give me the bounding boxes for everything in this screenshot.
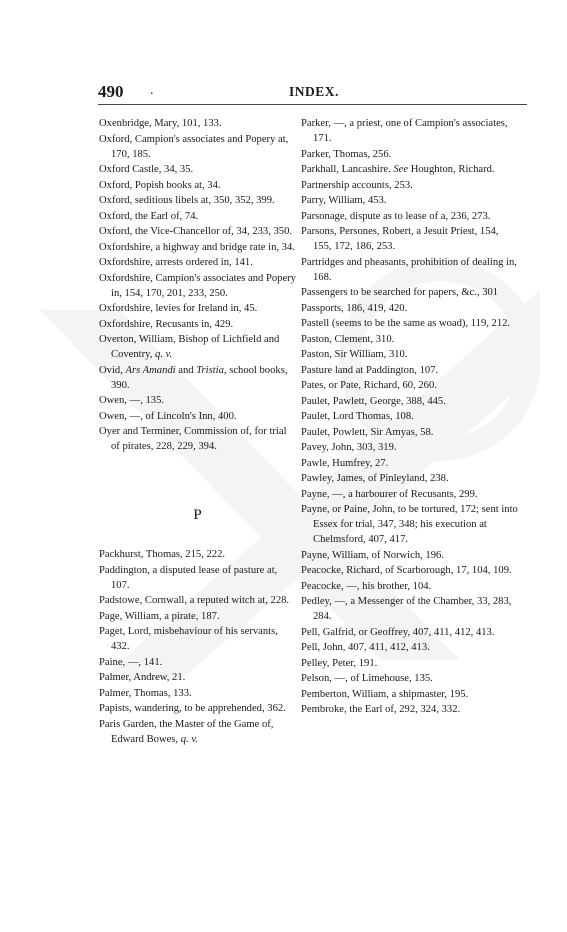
index-list-o <box>99 116 297 454</box>
index-entry: Pembroke, the Earl of, 292, 324, 332. <box>301 704 461 715</box>
index-entry: Padstowe, Cornwall, a reputed witch at, 228. <box>99 595 290 606</box>
index-entry: Partnership accounts, 253. <box>301 179 413 191</box>
index-entry: Paine, —, 141. <box>99 656 163 668</box>
index-entry: Overton, William, Bishop of Lichfield and Coventry, q. v. <box>99 334 280 360</box>
index-list-p <box>99 547 297 747</box>
index-entry: Oxford, seditious libels at, 350, 352, 399. <box>99 195 275 206</box>
index-entry: Paston, Sir William, 310. <box>301 349 408 360</box>
index-entry: Oxfordshire, levies for Ireland in, 45. <box>99 303 258 314</box>
index-entry: Peacocke, Richard, of Scarborough, 17, 104, 109. <box>301 565 512 576</box>
index-entry: Paget, Lord, misbehaviour of his servants, 432. <box>99 626 278 652</box>
index-entry: Passports, 186, 419, 420. <box>301 302 408 314</box>
index-entry: Passengers to be searched for papers, &c., 301 <box>301 287 499 298</box>
index-entry: Payne, William, of Norwich, 196. <box>301 549 444 561</box>
index-entry: Paulet, Lord Thomas, 108. <box>301 411 414 422</box>
index-entry: Payne, —, a harbourer of Recusants, 299. <box>301 488 478 500</box>
index-entry: Page, William, a pirate, 187. <box>99 610 220 622</box>
index-entry: Paston, Clement, 310. <box>301 333 395 345</box>
index-entry: Paulet, Powlett, Sir Amyas, 58. <box>301 426 434 438</box>
page-number: 490 <box>98 82 124 101</box>
index-entry: Parkhall, Lancashire. See Houghton, Richard. <box>301 164 495 175</box>
index-entry: Oxford, the Vice-Chancellor of, 34, 233, 350. <box>99 226 293 237</box>
index-entry: Parsonage, dispute as to lease of a, 236, 273. <box>301 210 491 222</box>
index-entry: Pemberton, William, a shipmaster, 195. <box>301 688 469 700</box>
section-letter: P <box>193 507 203 523</box>
index-entry: Oxenbridge, Mary, 101, 133. <box>99 118 222 129</box>
left-column <box>99 116 297 747</box>
index-entry: Pelson, —, of Limehouse, 135. <box>301 673 433 684</box>
index-entry: Pell, Galfrid, or Geoffrey, 407, 411, 412, 413. <box>301 626 495 638</box>
index-entry: Oxfordshire, arrests ordered in, 141. <box>99 257 253 268</box>
index-entry: Owen, —, of Lincoln's Inn, 400. <box>99 410 237 422</box>
index-entry: Pell, John, 407, 411, 412, 413. <box>301 642 430 653</box>
right-column <box>301 116 518 718</box>
index-entry: Parry, William, 453. <box>301 195 387 206</box>
index-entry: Packhurst, Thomas, 215, 222. <box>99 549 226 560</box>
index-list-p-continued <box>301 116 518 717</box>
index-entry: Paddington, a disputed lease of pasture at, 107. <box>99 564 278 591</box>
index-entry: Palmer, Andrew, 21. <box>99 672 186 683</box>
index-entry: Pawle, Humfrey, 27. <box>301 457 389 469</box>
index-entry: Peacocke, —, his brother, 104. <box>301 580 432 592</box>
running-title: INDEX. <box>289 84 339 99</box>
index-entry: Palmer, Thomas, 133. <box>99 687 192 699</box>
index-entry: Paris Garden, the Master of the Game of, Edward Bowes, q. v. <box>99 718 274 745</box>
index-entry: Parker, Thomas, 256. <box>301 148 392 160</box>
index-entry: Pates, or Pate, Richard, 60, 260. <box>301 380 437 391</box>
index-entry: Oxford, Popish books at, 34. <box>99 179 221 191</box>
index-entry: Owen, —, 135. <box>99 395 165 406</box>
index-entry: Pastell (seems to be the same as woad), 119, 212. <box>301 318 511 329</box>
index-entry: Papists, wandering, to be apprehended, 362. <box>99 703 286 714</box>
index-entry: Oxford, the Earl of, 74. <box>99 210 199 222</box>
index-entry: Parsons, Persones, Robert, a Jesuit Priest, 154, 155, 172, 186, 253. <box>301 226 499 252</box>
index-entry: Payne, or Paine, John, to be tortured, 172; sent into Essex for trial, 347, 348; his execution at Chelmsford, 407, 417. <box>301 504 518 545</box>
index-entry: Oxford Castle, 34, 35. <box>99 164 194 175</box>
index-entry: Pavey, John, 303, 319. <box>301 442 397 453</box>
index-entry: Pawley, James, of Pinleyland, 238. <box>301 473 449 484</box>
page-header <box>0 82 567 104</box>
index-entry: Oxfordshire, a highway and bridge rate in, 34. <box>99 241 295 253</box>
header-separator: . <box>150 83 154 98</box>
index-entry: Pasture land at Paddington, 107. <box>301 364 439 376</box>
index-entry: Parker, —, a priest, one of Campion's associates, 171. <box>301 118 508 144</box>
index-entry: Oxfordshire, Campion's associates and Popery in, 154, 170, 201, 233, 250. <box>99 272 296 299</box>
index-entry: Oxford, Campion's associates and Popery at, 170, 185. <box>99 133 289 160</box>
index-entry: Ovid, Ars Amandi and Tristia, school books, 390. <box>99 364 288 391</box>
index-entry: Partridges and pheasants, prohibition of dealing in, 168. <box>301 256 517 283</box>
index-entry: Oyer and Terminer, Commission of, for trial of pirates, 228, 229, 394. <box>99 426 287 452</box>
index-entry: Paulet, Pawlett, George, 388, 445. <box>301 395 446 407</box>
header-rule <box>98 104 527 105</box>
index-entry: Pelley, Peter, 191. <box>301 657 378 669</box>
index-entry: Oxfordshire, Recusants in, 429. <box>99 318 234 330</box>
index-entry: Pedley, —, a Messenger of the Chamber, 33, 283, 284. <box>301 596 512 622</box>
